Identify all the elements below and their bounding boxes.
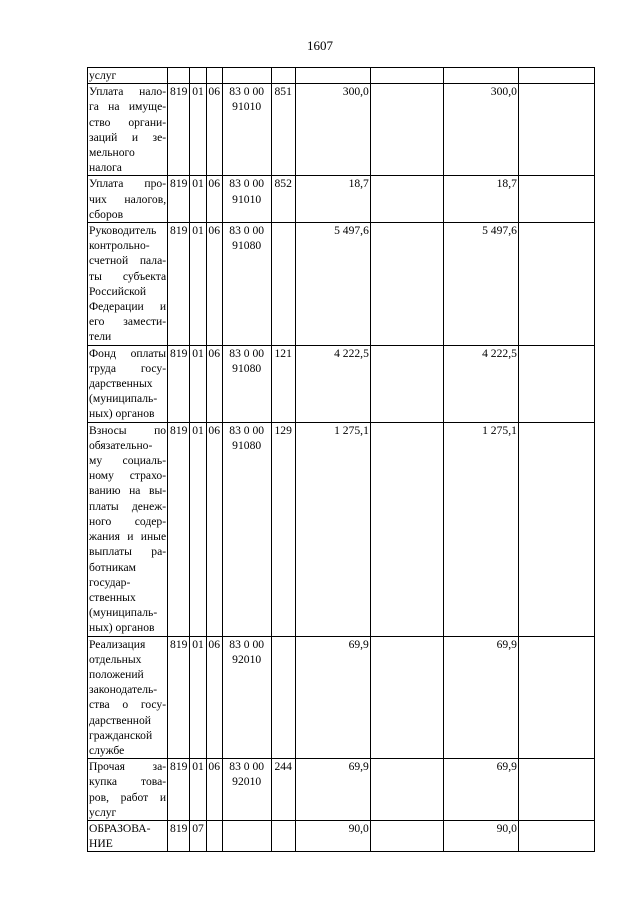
row-name-line: НИЕ bbox=[89, 837, 113, 851]
amount-col-3: 5 497,6 bbox=[443, 223, 518, 346]
target-article-code bbox=[222, 223, 271, 346]
grbs-code: 819 bbox=[168, 422, 190, 636]
row-name-line: Российской bbox=[89, 284, 147, 298]
target-article-line: 83 0 00 bbox=[229, 637, 265, 651]
amount-col-2 bbox=[370, 422, 443, 636]
amount-col-1: 4 222,5 bbox=[295, 345, 370, 422]
budget-table bbox=[87, 67, 595, 852]
row-name-line: Уплата про- bbox=[89, 177, 167, 191]
section-code: 07 bbox=[190, 820, 206, 851]
target-article-line: 92010 bbox=[232, 775, 262, 789]
amount-col-4 bbox=[518, 636, 594, 759]
grbs-code: 819 bbox=[168, 759, 190, 821]
target-article-code bbox=[222, 84, 271, 176]
row-name-line: платы денеж- bbox=[89, 499, 167, 513]
target-article-code bbox=[222, 636, 271, 759]
row-name bbox=[88, 84, 168, 176]
row-name-line: Взносы по bbox=[89, 423, 167, 437]
row-name-line: купка това- bbox=[89, 775, 167, 789]
amount-col-2 bbox=[370, 345, 443, 422]
table-row bbox=[88, 820, 595, 851]
table-row bbox=[88, 636, 595, 759]
row-name-line: мельного bbox=[89, 146, 135, 160]
table-row bbox=[88, 84, 595, 176]
amount-col-3: 18,7 bbox=[443, 176, 518, 223]
section-code: 01 bbox=[190, 223, 206, 346]
amount-col-4 bbox=[518, 820, 594, 851]
row-name-line: гражданской bbox=[89, 728, 153, 742]
subsection-code: 06 bbox=[206, 84, 222, 176]
row-name-line: заций и зе- bbox=[89, 130, 167, 144]
amount-col-2 bbox=[370, 759, 443, 821]
amount-col-3: 300,0 bbox=[443, 84, 518, 176]
amount-col-1: 300,0 bbox=[295, 84, 370, 176]
section-code: 01 bbox=[190, 345, 206, 422]
grbs-code: 819 bbox=[168, 176, 190, 223]
target-article-line: 83 0 00 bbox=[229, 85, 265, 99]
row-name-line: его замести- bbox=[89, 315, 167, 329]
amount-col-2 bbox=[370, 176, 443, 223]
table-row bbox=[88, 68, 595, 84]
subsection-code bbox=[206, 68, 222, 84]
subsection-code: 06 bbox=[206, 345, 222, 422]
row-name-line: обязательно- bbox=[89, 438, 153, 452]
table-row bbox=[88, 176, 595, 223]
grbs-code: 819 bbox=[168, 84, 190, 176]
table-row bbox=[88, 345, 595, 422]
target-article-line: 91010 bbox=[232, 192, 262, 206]
row-name-line: услуг bbox=[89, 805, 117, 819]
row-name-line: ство органи- bbox=[89, 115, 167, 129]
target-article-code bbox=[222, 820, 271, 851]
row-name bbox=[88, 636, 168, 759]
expense-type-code bbox=[271, 820, 295, 851]
amount-col-4 bbox=[518, 422, 594, 636]
amount-col-2 bbox=[370, 84, 443, 176]
row-name-line: Фонд оплаты bbox=[89, 346, 167, 360]
expense-type-code: 851 bbox=[271, 84, 295, 176]
target-article-line: 91080 bbox=[232, 239, 262, 253]
subsection-code bbox=[206, 820, 222, 851]
expense-type-code bbox=[271, 636, 295, 759]
target-article-code bbox=[222, 422, 271, 636]
target-article-line: 92010 bbox=[232, 652, 262, 666]
row-name bbox=[88, 68, 168, 84]
row-name-line: государ- bbox=[89, 575, 131, 589]
row-name-line: ОБРАЗОВА- bbox=[89, 821, 151, 835]
section-code: 01 bbox=[190, 422, 206, 636]
target-article-line: 83 0 00 bbox=[229, 177, 265, 191]
target-article-code bbox=[222, 345, 271, 422]
row-name-line: ственных bbox=[89, 590, 136, 604]
expense-type-code: 121 bbox=[271, 345, 295, 422]
expense-type-code: 129 bbox=[271, 422, 295, 636]
amount-col-2 bbox=[370, 820, 443, 851]
row-name-line: дарственных bbox=[89, 377, 153, 391]
subsection-code: 06 bbox=[206, 176, 222, 223]
row-name-line: га на имуще- bbox=[89, 100, 167, 114]
amount-col-2 bbox=[370, 68, 443, 84]
row-name-line: тели bbox=[89, 330, 112, 344]
row-name-line: услуг bbox=[89, 69, 117, 82]
table-row bbox=[88, 223, 595, 346]
row-name-line: жания и иные bbox=[89, 530, 167, 544]
amount-col-1: 5 497,6 bbox=[295, 223, 370, 346]
row-name bbox=[88, 759, 168, 821]
row-name-line: выплаты ра- bbox=[89, 545, 167, 559]
grbs-code: 819 bbox=[168, 345, 190, 422]
amount-col-1: 90,0 bbox=[295, 820, 370, 851]
row-name-line: (муниципаль- bbox=[89, 392, 158, 406]
row-name-line: (муниципаль- bbox=[89, 606, 158, 620]
row-name-line: Прочая за- bbox=[89, 760, 167, 774]
expense-type-code: 852 bbox=[271, 176, 295, 223]
table-row bbox=[88, 759, 595, 821]
row-name-line: труда госу- bbox=[89, 361, 167, 375]
row-name-line: контрольно- bbox=[89, 239, 150, 253]
target-article-code bbox=[222, 68, 271, 84]
grbs-code: 819 bbox=[168, 636, 190, 759]
amount-col-4 bbox=[518, 68, 594, 84]
amount-col-1: 69,9 bbox=[295, 636, 370, 759]
row-name-line: ров, работ и bbox=[89, 790, 167, 804]
amount-col-4 bbox=[518, 759, 594, 821]
subsection-code: 06 bbox=[206, 223, 222, 346]
row-name-line: му социаль- bbox=[89, 454, 167, 468]
row-name bbox=[88, 820, 168, 851]
target-article-code bbox=[222, 759, 271, 821]
table-body bbox=[88, 68, 595, 852]
target-article-line: 83 0 00 bbox=[229, 224, 265, 238]
section-code bbox=[190, 68, 206, 84]
amount-col-2 bbox=[370, 636, 443, 759]
row-name bbox=[88, 422, 168, 636]
subsection-code: 06 bbox=[206, 422, 222, 636]
target-article-line: 91080 bbox=[232, 361, 262, 375]
subsection-code: 06 bbox=[206, 759, 222, 821]
amount-col-1: 1 275,1 bbox=[295, 422, 370, 636]
target-article-line: 83 0 00 bbox=[229, 760, 265, 774]
page-number: 1607 bbox=[307, 38, 333, 53]
amount-col-3: 69,9 bbox=[443, 636, 518, 759]
expense-type-code: 244 bbox=[271, 759, 295, 821]
amount-col-1: 69,9 bbox=[295, 759, 370, 821]
section-code: 01 bbox=[190, 636, 206, 759]
section-code: 01 bbox=[190, 84, 206, 176]
target-article-line: 83 0 00 bbox=[229, 423, 265, 437]
amount-col-3: 4 222,5 bbox=[443, 345, 518, 422]
row-name-line: ванию на вы- bbox=[89, 484, 167, 498]
grbs-code bbox=[168, 68, 190, 84]
section-code: 01 bbox=[190, 759, 206, 821]
row-name-line: ного содер- bbox=[89, 514, 167, 528]
row-name-line: сборов bbox=[89, 207, 124, 221]
row-name-line: ства о госу- bbox=[89, 698, 167, 712]
amount-col-1: 18,7 bbox=[295, 176, 370, 223]
row-name-line: ных) органов bbox=[89, 407, 155, 421]
row-name-line: счетной пала- bbox=[89, 254, 167, 268]
row-name-line: чих налогов, bbox=[89, 192, 167, 206]
amount-col-3: 69,9 bbox=[443, 759, 518, 821]
row-name-line: Реализация bbox=[89, 637, 146, 651]
row-name-line: законодатель- bbox=[89, 683, 158, 697]
row-name-line: Уплата нало- bbox=[89, 85, 167, 99]
row-name-line: дарственной bbox=[89, 713, 152, 727]
expense-type-code bbox=[271, 68, 295, 84]
amount-col-3: 90,0 bbox=[443, 820, 518, 851]
target-article-line: 83 0 00 bbox=[229, 346, 265, 360]
target-article-code bbox=[222, 176, 271, 223]
grbs-code: 819 bbox=[168, 223, 190, 346]
row-name-line: положений bbox=[89, 667, 144, 681]
row-name-line: Федерации и bbox=[89, 300, 167, 314]
expense-type-code bbox=[271, 223, 295, 346]
row-name-line: ных) органов bbox=[89, 621, 155, 635]
amount-col-2 bbox=[370, 223, 443, 346]
target-article-line: 91080 bbox=[232, 438, 262, 452]
subsection-code: 06 bbox=[206, 636, 222, 759]
amount-col-4 bbox=[518, 176, 594, 223]
row-name-line: ботникам bbox=[89, 560, 136, 574]
row-name-line: отдельных bbox=[89, 652, 142, 666]
amount-col-3: 1 275,1 bbox=[443, 422, 518, 636]
row-name bbox=[88, 345, 168, 422]
row-name-line: ному страхо- bbox=[89, 469, 167, 483]
row-name-line: ты субъекта bbox=[89, 269, 167, 283]
target-article-line: 91010 bbox=[232, 100, 262, 114]
amount-col-4 bbox=[518, 223, 594, 346]
section-code: 01 bbox=[190, 176, 206, 223]
grbs-code: 819 bbox=[168, 820, 190, 851]
row-name-line: службе bbox=[89, 743, 125, 757]
row-name bbox=[88, 176, 168, 223]
amount-col-3 bbox=[443, 68, 518, 84]
row-name-line: налога bbox=[89, 161, 122, 175]
row-name-line: Руководитель bbox=[89, 224, 157, 238]
amount-col-4 bbox=[518, 345, 594, 422]
amount-col-1 bbox=[295, 68, 370, 84]
table-row bbox=[88, 422, 595, 636]
row-name bbox=[88, 223, 168, 346]
amount-col-4 bbox=[518, 84, 594, 176]
